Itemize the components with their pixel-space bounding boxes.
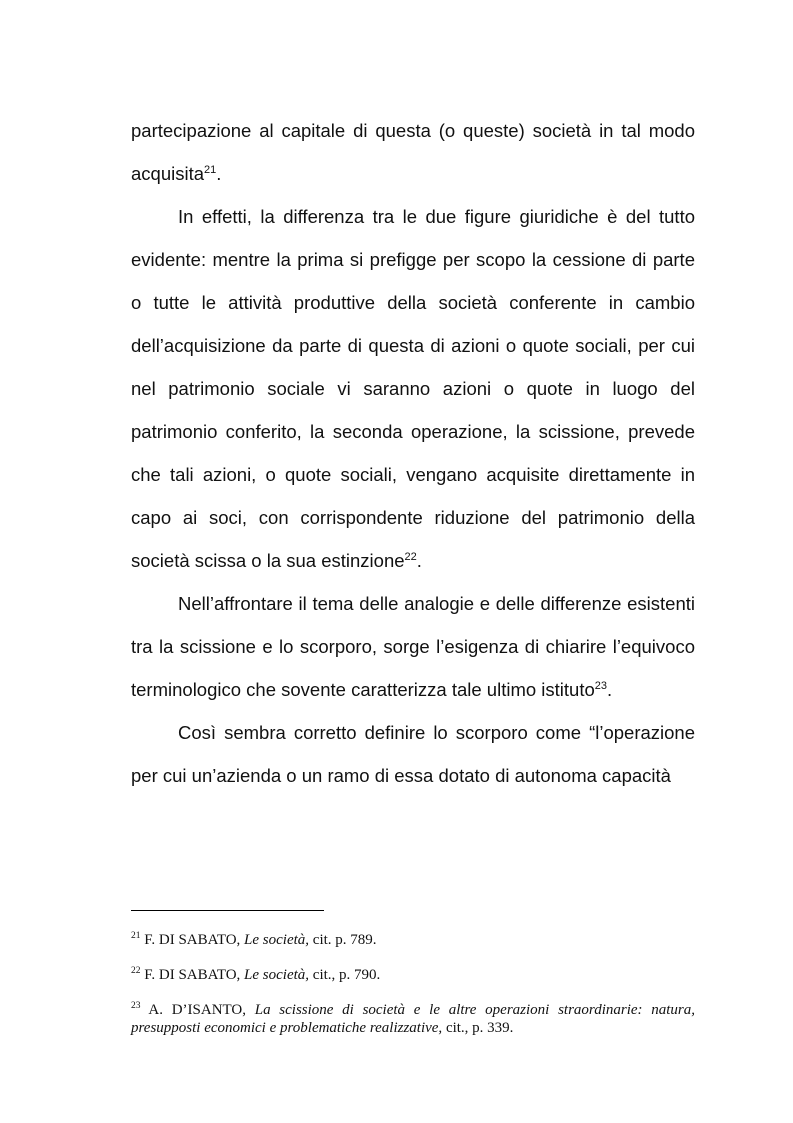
footnote-number: 21	[131, 931, 141, 941]
footnote-title: Le società,	[244, 967, 310, 983]
footnote-title: Le società,	[244, 932, 310, 948]
paragraph-end: .	[416, 550, 422, 571]
footnote-author: F. DI SABATO,	[144, 967, 245, 983]
paragraph	[131, 195, 695, 582]
footnote-citation: cit., p. 790.	[309, 967, 381, 983]
footnote-ref: 23	[594, 679, 607, 692]
footnote-ref: 22	[404, 550, 417, 563]
paragraph-continuation	[131, 109, 695, 195]
footnote	[131, 931, 695, 949]
paragraph-text: Così sembra corretto definire lo scorporo come “l’operazione per cui un’azienda o un ramo di essa dotato di autonoma capacità	[131, 722, 695, 786]
paragraph-text: partecipazione al capitale di questa (o queste) società in tal modo acquisita	[131, 120, 695, 184]
footnote-author: A. D’ISANTO,	[148, 1002, 255, 1018]
footnotes	[131, 931, 695, 1054]
paragraph-end: .	[607, 679, 613, 700]
footnote-author: F. DI SABATO,	[144, 932, 245, 948]
body-text	[131, 109, 695, 797]
footnote	[131, 966, 695, 984]
footnote-number: 22	[131, 966, 141, 976]
paragraph	[131, 711, 695, 797]
paragraph-text: In effetti, la differenza tra le due figure giuridiche è del tutto evidente: mentre la prima si prefigge per scopo la cessione di parte o tutte le attività produttive della società conferente in cambio dell’acquisizione da parte di questa di azioni o quote sociali, per cui nel patrimonio sociale vi saranno azioni o quote in luogo del patrimonio conferito, la seconda operazione, la scissione, prevede che tali azioni, o quote sociali, vengano acquisite direttamente in capo ai soci, con corrispondente riduzione del patrimonio della società scissa o la sua estinzione	[131, 206, 695, 571]
paragraph-text: Nell’affrontare il tema delle analogie e delle differenze esistenti tra la scissione e lo scorporo, sorge l’esigenza di chiarire l’equivoco terminologico che sovente caratterizza tale ultimo istituto	[131, 593, 695, 700]
footnote-citation: cit. p. 789.	[309, 932, 377, 948]
footnote-citation: cit., p. 339.	[442, 1020, 514, 1036]
paragraph	[131, 582, 695, 711]
footnote	[131, 1001, 695, 1037]
footnote-separator	[131, 910, 324, 911]
footnote-title: La scissione di società e le altre operazioni straordinarie: natura, presupposti economici e problematiche realizzative,	[131, 1002, 695, 1036]
paragraph-end: .	[216, 163, 222, 184]
footnote-ref: 21	[204, 163, 217, 176]
footnote-number: 23	[131, 1001, 141, 1011]
